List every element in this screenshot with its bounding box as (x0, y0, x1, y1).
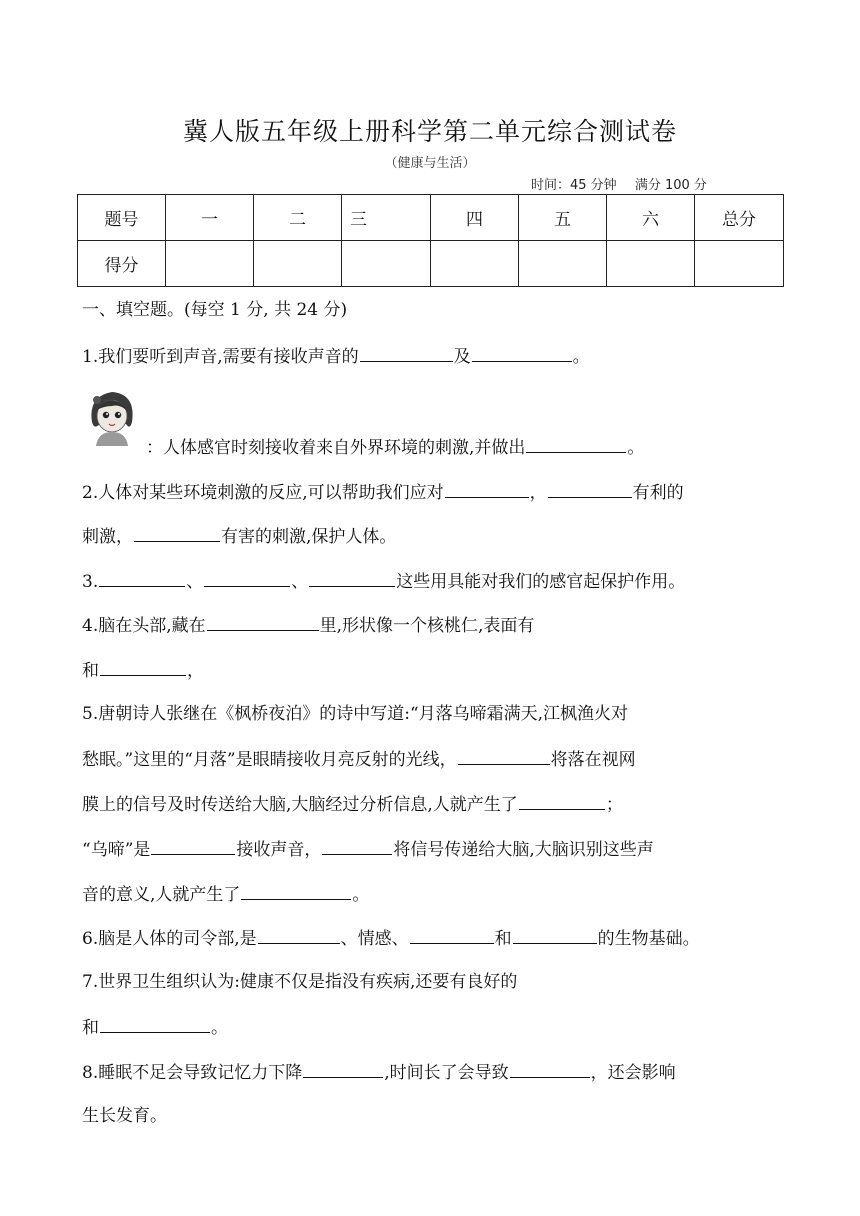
score-cell: 题号 (78, 195, 166, 241)
answer-blank[interactable] (99, 568, 185, 587)
question-4: 4.脑在头部,藏在 里,形状像一个核桃仁,表面有 (82, 612, 534, 638)
page-subtitle: （健康与生活） (384, 156, 476, 171)
answer-blank[interactable] (548, 479, 632, 498)
answer-blank[interactable] (526, 434, 626, 453)
answer-blank[interactable] (151, 836, 235, 855)
score-cell: 四 (431, 195, 519, 241)
answer-blank[interactable] (472, 343, 572, 362)
answer-blank[interactable] (510, 1059, 590, 1078)
score-input-cell[interactable] (695, 241, 784, 287)
answer-blank[interactable] (100, 1014, 210, 1033)
tip-question: ：人体感官时刻接收着来自外界环境的刺激,并做出 。 (146, 434, 644, 460)
score-input-cell[interactable] (254, 241, 342, 287)
score-input-cell[interactable] (166, 241, 254, 287)
question-5-line-3: 膜上的信号及时传送给大脑,大脑经过分析信息,人就产生了 ； (82, 791, 623, 817)
question-1: 1.我们要听到声音,需要有接收声音的 及 。 (82, 343, 590, 369)
answer-blank[interactable] (207, 612, 319, 631)
question-2: 2.人体对某些环境刺激的反应,可以帮助我们应对 ， 有利的 (82, 479, 684, 505)
question-8-line-2: 生长发育。 (82, 1106, 167, 1126)
question-7-line-2: 和 。 (82, 1014, 228, 1040)
score-cell: 二 (254, 195, 342, 241)
exam-meta (531, 174, 707, 193)
question-5-line-4: “乌啼”是 接收声音， 将信号传递给大脑,大脑识别这些声 (82, 836, 654, 862)
question-7: 7.世界卫生组织认为:健康不仅是指没有疾病,还要有良好的 (82, 972, 518, 992)
answer-blank[interactable] (322, 836, 392, 855)
score-cell: 总分 (695, 195, 784, 241)
score-table-header-row (78, 195, 784, 241)
score-table-score-row (78, 241, 784, 287)
answer-blank[interactable] (100, 657, 186, 676)
answer-blank[interactable] (204, 568, 290, 587)
question-5-line-2: 愁眠。”这里的“月落”是眼睛接收月亮反射的光线， 将落在视网 (82, 746, 636, 772)
answer-blank[interactable] (445, 479, 529, 498)
question-3: 3. 、 、 这些用具能对我们的感官起保护作用。 (82, 568, 685, 594)
answer-blank[interactable] (241, 881, 351, 900)
score-input-cell[interactable] (607, 241, 695, 287)
section-heading: 一、填空题。(每空 1 分, 共 24 分) (82, 300, 348, 320)
score-input-cell[interactable] (431, 241, 519, 287)
question-4-line-2: 和 ， (82, 657, 204, 683)
score-cell: 得分 (78, 241, 166, 287)
cartoon-girl-icon (82, 384, 144, 446)
answer-blank[interactable] (519, 791, 605, 810)
answer-blank[interactable] (303, 1059, 383, 1078)
answer-blank[interactable] (258, 925, 340, 944)
answer-blank[interactable] (458, 746, 550, 765)
question-2-line-2: 刺激， 有害的刺激,保护人体。 (82, 523, 396, 549)
score-input-cell[interactable] (519, 241, 607, 287)
question-5-line-5: 音的意义,人就产生了 。 (82, 881, 369, 907)
question-8: 8.睡眠不足会导致记忆力下降 ,时间长了会导致 ，还会影响 (82, 1059, 676, 1085)
answer-blank[interactable] (360, 343, 453, 362)
score-cell: 五 (519, 195, 607, 241)
question-6: 6.脑是人体的司令部,是 、情感、 和 的生物基础。 (82, 925, 700, 951)
question-5: 5.唐朝诗人张继在《枫桥夜泊》的诗中写道:“月落乌啼霜满天,江枫渔火对 (82, 704, 629, 724)
score-cell: 六 (607, 195, 695, 241)
full-score: 满分 100 分 (634, 178, 707, 193)
time-limit: 时间：45 分钟 (531, 178, 617, 193)
page-title: 冀人版五年级上册科学第二单元综合测试卷 (182, 117, 677, 146)
answer-blank[interactable] (134, 523, 220, 542)
answer-blank[interactable] (309, 568, 395, 587)
score-input-cell[interactable] (342, 241, 431, 287)
score-cell: 一 (166, 195, 254, 241)
answer-blank[interactable] (410, 925, 494, 944)
score-table (77, 194, 784, 287)
answer-blank[interactable] (513, 925, 597, 944)
score-cell: 三 (342, 195, 431, 241)
